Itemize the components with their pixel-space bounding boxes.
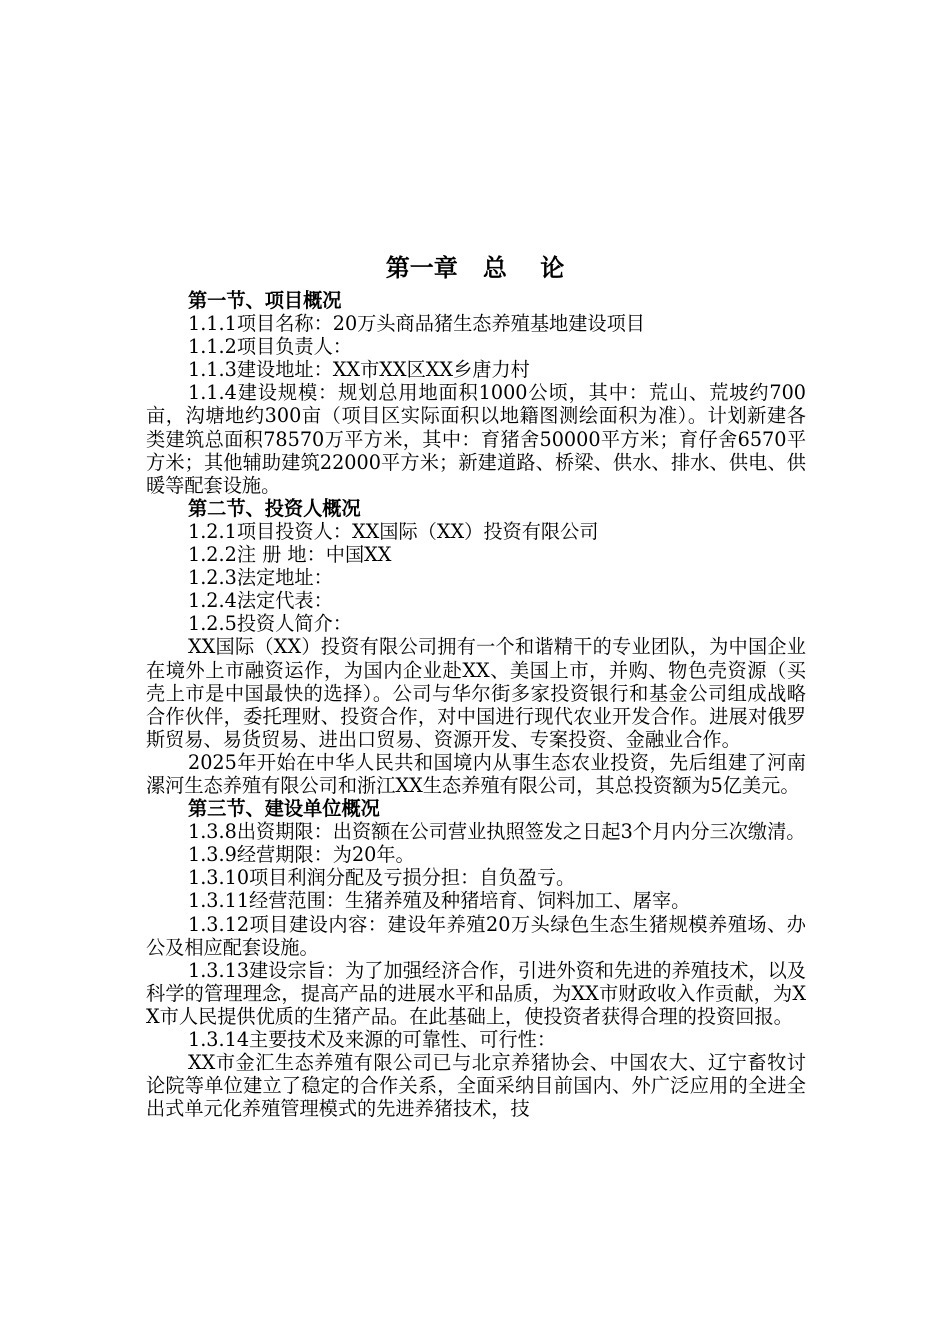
body-paragraph: 1.3.8出资期限：出资额在公司营业执照签发之日起3个月内分三次缴清。 [188, 820, 806, 844]
body-paragraph: 1.3.12项目建设内容：建设年养殖20万头绿色生态生猪规模养殖场、办公及相应配套设施。 [146, 912, 806, 959]
body-paragraph: 1.2.3法定地址： [188, 566, 333, 590]
body-paragraph: 2025年开始在中华人民共和国境内从事生态农业投资，先后组建了河南漯河生态养殖有限公司和浙江XX生态养殖有限公司，其总投资额为5亿美元。 [146, 750, 806, 797]
body-paragraph: 1.3.10项目利润分配及亏损分担：自负盈亏。 [188, 866, 576, 890]
body-paragraph: 1.2.5投资人简介： [188, 612, 352, 636]
section-heading: 第三节、建设单位概况 [188, 797, 380, 821]
body-paragraph: 1.2.2注 册 地：中国XX [188, 543, 392, 567]
body-paragraph: 1.2.1项目投资人：XX国际（XX）投资有限公司 [188, 519, 599, 543]
body-paragraph: 1.1.3建设地址：XX市XX区XX乡唐力村 [188, 358, 530, 382]
document-body [146, 289, 806, 1120]
chapter-title: 第一章 总 论 [385, 253, 565, 282]
body-paragraph: 1.3.9经营期限：为20年。 [188, 843, 415, 867]
body-paragraph: XX国际（XX）投资有限公司拥有一个和谐精干的专业团队，为中国企业在境外上市融资运作，为国内企业赴XX、美国上市，并购、物色壳资源（买壳上市是中国最快的选择）。公司与华尔街多家投资银行和基金公司组成战略合作伙伴，委托理财、投资合作，对中国进行现代农业开发合作。进展对俄罗斯贸易、易货贸易、进出口贸易、资源开发、专案投资、金融业合作。 [146, 635, 806, 751]
body-paragraph: XX市金汇生态养殖有限公司已与北京养猪协会、中国农大、辽宁畜牧讨论院等单位建立了稳定的合作关系，全面采纳目前国内、外广泛应用的全进全出式单元化养殖管理模式的先进养猪技术，技 [146, 1051, 806, 1121]
body-paragraph: 1.1.4建设规模：规划总用地面积1000公顷，其中：荒山、荒坡约700亩，沟塘地约300亩（项目区实际面积以地籍图测绘面积为准）。计划新建各类建筑总面积78570万平方米，其中：育猪舍50000平方米；育仔舍6570平方米；其他辅助建筑22000平方米；新建道路、桥梁、供水、排水、供电、供暖等配套设施。 [146, 381, 806, 497]
body-paragraph: 1.3.13建设宗旨：为了加强经济合作，引进外资和先进的养殖技术，以及科学的管理理念，提高产品的进展水平和品质，为XX市财政收入作贡献，为XX市人民提供优质的生猪产品。在此基础上，使投资者获得合理的投资回报。 [146, 958, 806, 1028]
section-heading: 第二节、投资人概况 [188, 496, 361, 520]
body-paragraph: 1.2.4法定代表： [188, 589, 333, 613]
body-paragraph: 1.3.14主要技术及来源的可靠性、可行性： [188, 1028, 557, 1051]
body-paragraph: 1.3.11经营范围：生猪养殖及种猪培育、饲料加工、屠宰。 [188, 889, 691, 913]
body-paragraph: 1.1.2项目负责人： [188, 335, 352, 359]
section-heading: 第一节、项目概况 [188, 289, 342, 312]
body-paragraph: 1.1.1项目名称：20万头商品猪生态养殖基地建设项目 [188, 312, 645, 336]
